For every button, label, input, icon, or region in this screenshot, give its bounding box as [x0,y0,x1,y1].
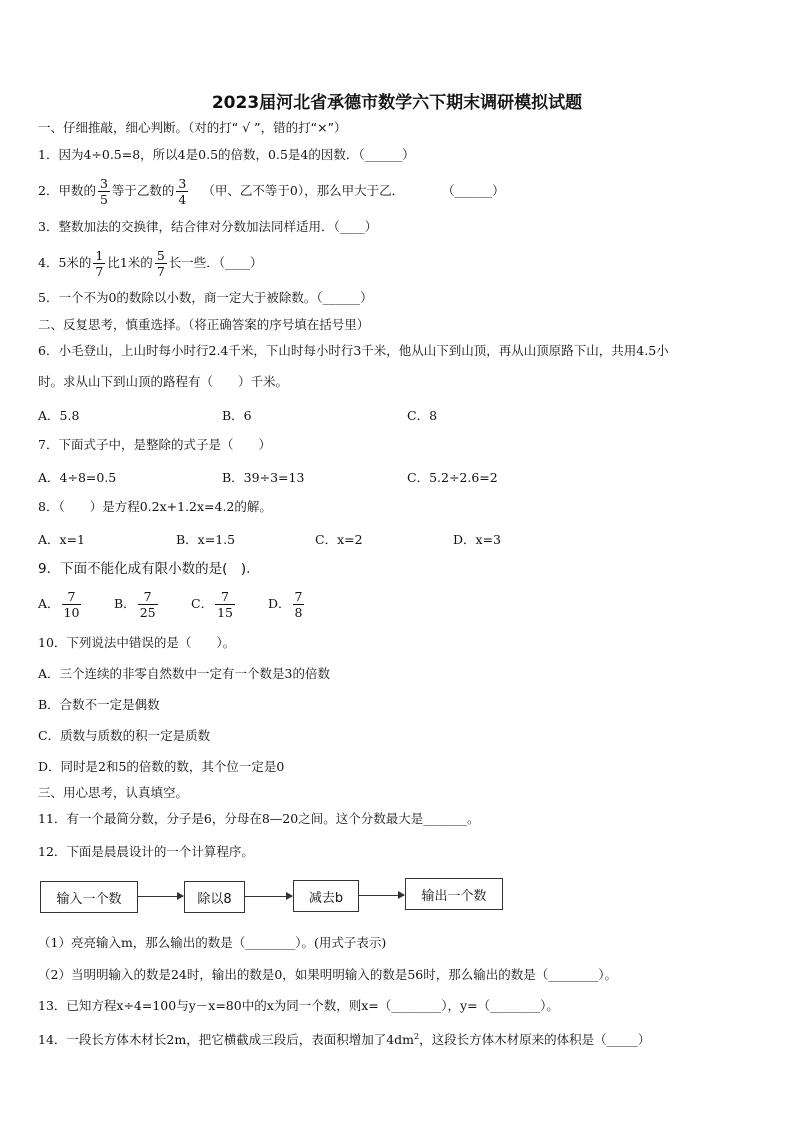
question-7: 7．下面式子中，是整除的式子是（ ） [38,437,271,452]
q2-prefix: 2．甲数的 [38,183,96,198]
q9-b-denominator: 25 [139,605,156,620]
q10-option-a: A．三个连续的非零自然数中一定有一个数是3的倍数 [38,666,330,681]
q9-c-label: C． [191,596,214,611]
q10-option-c: C．质数与质数的积一定是质数 [38,728,211,743]
q9-b-fraction [138,589,158,620]
flow-arrow-2 [244,896,292,897]
q9-d-denominator: 8 [294,605,303,620]
q6-option-b: B．6 [222,408,252,423]
flow-box-subtract: 减去b [293,880,359,912]
q2-fraction-1 [98,176,110,207]
flow-arrow-1 [137,896,183,897]
q4-mid: 比1米的 [107,255,153,270]
q14-text: 14．一段长方体木材长2m，把它横截成三段后，表面积增加了4dm [38,1032,415,1048]
q2-fraction-2 [176,176,188,207]
q7-option-b: B．39÷3=13 [222,470,305,485]
q9-a-numerator: 7 [62,589,82,605]
question-3: 3．整数加法的交换律，结合律对分数加法同样适用．（____） [38,219,378,234]
q9-option-d [268,589,306,620]
q8-option-a: A．x=1 [38,532,86,547]
question-4 [38,245,263,281]
q6-option-c: C．8 [407,408,438,423]
question-6-line-2: 时。求从山下到山顶的路程有（ ）千米。 [38,374,289,389]
question-1: 1．因为4÷0.5=8，所以4是0.5的倍数，0.5是4的因数．（______） [38,147,415,162]
q7-option-c: C．5.2÷2.6=2 [407,470,498,485]
q2-blank: （______） [442,183,505,198]
q4-fraction-2 [155,248,167,279]
q4-fraction-1 [93,248,105,279]
q8-option-c: C．x=2 [315,532,363,547]
section-2-heading: 二、反复思考，慎重选择。（将正确答案的序号填在括号里） [38,317,370,332]
q9-option-c [191,589,237,620]
question-6-line-1: 6．小毛登山，上山时每小时行2.4千米，下山时每小时行3千米，他从山下到山顶，再从山顶原路下山，共用4.5小 [38,343,669,358]
q9-option-b [114,589,160,620]
q12-sub-2: （2）当明明输入的数是24时，输出的数是0，如果明明输入的数是56时，那么输出的数是（________）。 [38,967,617,982]
question-10: 10．下列说法中错误的是（ ）。 [38,635,236,650]
q2-f1-numerator: 3 [99,176,108,191]
question-5: 5．一个不为0的数除以小数，商一定大于被除数。（______） [38,290,373,305]
question-2 [38,173,505,209]
q8-option-b: B．x=1.5 [176,532,236,547]
q9-option-a [38,589,83,620]
q4-f1-numerator: 1 [95,248,104,263]
q6-option-a: A．5.8 [38,408,80,423]
section-3-heading: 三、用心思考，认真填空。 [38,785,189,800]
flow-arrow-3 [358,895,404,896]
flow-box-divide: 除以8 [184,881,245,913]
q9-d-numerator: 7 [294,589,303,604]
q9-a-fraction [62,589,82,620]
q9-d-fraction [293,589,305,620]
q9-b-numerator: 7 [138,589,158,605]
question-12: 12．下面是晨晨设计的一个计算程序。 [38,844,254,859]
q9-c-denominator: 15 [217,605,233,620]
question-11: 11．有一个最简分数，分子是6，分母在8—20之间。这个分数最大是_______。 [38,811,480,826]
q9-b-label: B． [114,596,136,611]
section-1-heading: 一、仔细推敲，细心判断。（对的打“ √ ”，错的打“×”） [38,120,347,135]
flow-box-output: 输出一个数 [405,878,503,910]
q9-d-label: D． [268,596,291,611]
q7-option-a: A．4÷8=0.5 [38,470,117,485]
q4-suffix: 长一些．（____） [168,255,263,270]
question-8: 8．（ ）是方程0.2x+1.2x=4.2的解。 [38,499,272,514]
q9-a-denominator: 10 [63,605,80,620]
q10-option-d: D．同时是2和5的倍数的数，其个位一定是0 [38,759,285,774]
question-13: 13．已知方程x÷4=100与y－x=80中的x为同一个数，则x=（________），y=（________）。 [38,998,559,1013]
question-14 [38,1029,650,1048]
q2-suffix: （甲、乙不等于0），那么甲大于乙． [202,183,405,198]
q4-prefix: 4．5米的 [38,255,92,270]
q2-mid: 等于乙数的 [111,183,175,198]
q2-f2-numerator: 3 [178,176,187,191]
page-title: 2023届河北省承德市数学六下期末调研模拟试题 [211,93,583,113]
question-9: 9．下面不能化成有限小数的是( ). [38,561,251,577]
q4-f2-denominator: 7 [156,264,165,279]
q4-f2-numerator: 5 [156,248,165,263]
q2-f2-denominator: 4 [178,192,187,207]
q12-sub-1: （1）亮亮输入m，那么输出的数是（________）。(用式子表示) [38,935,387,950]
q14-tail: ，这段长方体木材原来的体积是（_____） [419,1032,651,1048]
q9-c-numerator: 7 [215,589,235,605]
q2-f1-denominator: 5 [99,192,108,207]
q10-option-b: B．合数不一定是偶数 [38,697,160,712]
flow-box-input: 输入一个数 [40,881,138,913]
q8-option-d: D．x=3 [453,532,501,547]
q9-a-label: A． [38,596,60,611]
q4-f1-denominator: 7 [95,264,104,279]
q14-superscript: 2 [414,1032,420,1041]
q9-c-fraction [215,589,235,620]
